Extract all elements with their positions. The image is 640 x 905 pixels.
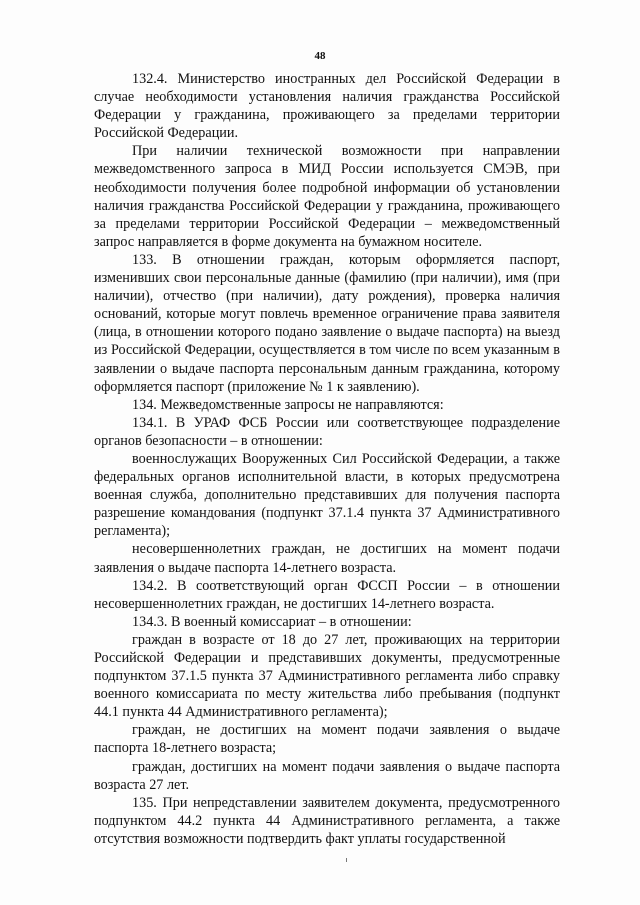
paragraph-smev: При наличии технической возможности при направлении межведомственного запроса в МИД России используется СМЭВ, при необходимости получения более подробной информации об установлении наличия гражданства Российской Федерации у гражданина, проживающего за пределами территории Российской Федерации – межведомственный запрос направляется в форме документа на бумажном носителе. [94,143,560,250]
paragraph-134: 134. Межведомственные запросы не направляются: [132,396,444,413]
scan-mark [346,858,347,862]
page-number: 48 [314,50,326,62]
paragraph-military: военнослужащих Вооруженных Сил Российской Федерации, а также федеральных органов исполнительной власти, в которых предусмотрена военная служба, дополнительно представивших для получения паспорта разрешение командования (подпункт 37.1.4 пункта 37 Административного регламента); [94,450,560,540]
paragraph-134-3: 134.3. В военный комиссариат – в отношении: [132,613,412,630]
paragraph-under-18: граждан, не достигших на момент подачи заявления о выдаче паспорта 18-летнего возраста; [94,722,560,757]
paragraph-135: 135. При непредставлении заявителем документа, предусмотренного подпунктом 44.2 пункта 44 Административного регламента, а также отсутствия возможности подтвердить факт уплаты государственной [94,794,560,847]
paragraph-age-27: граждан, достигших на момент подачи заявления о выдаче паспорта возраста 27 лет. [94,758,560,793]
paragraph-133: 133. В отношении граждан, которым оформляется паспорт, изменивших свои персональные данные (фамилию (при наличии), имя (при наличии), отчество (при наличии), дату рождения), проверка наличия оснований, которые могут повлечь временное ограничение права заявителя (лица, в отношении которого подано заявление о выдаче паспорта) на выезд из Российской Федерации, осуществляется в том числе по всем указанным в заявлении о выдаче паспорта персональным данным гражданина, которому оформляется паспорт (приложение № 1 к заявлению). [94,251,560,395]
document-body [94,70,560,848]
paragraph-age-18-27: граждан в возрасте от 18 до 27 лет, проживающих на территории Российской Федерации и представивших документы, предусмотренные подпунктом 37.1.5 пункта 37 Административного регламента либо справку военного комиссариата по месту жительства либо пребывания (подпункт 44.1 пункта 44 Административного регламента); [94,631,560,721]
paragraph-132-4: 132.4. Министерство иностранных дел Российской Федерации в случае необходимости установления наличия гражданства Российской Федерации у гражданина, проживающего за пределами территории Российской Федерации. [94,71,560,142]
paragraph-134-1: 134.1. В УРАФ ФСБ России или соответствующее подразделение органов безопасности – в отношении: [94,414,560,449]
paragraph-134-2: 134.2. В соответствующий орган ФССП России – в отношении несовершеннолетних граждан, не достигших 14-летнего возраста. [94,577,560,612]
paragraph-minors-14: несовершеннолетних граждан, не достигших на момент подачи заявления о выдаче паспорта 14-летнего возраста. [94,541,560,576]
